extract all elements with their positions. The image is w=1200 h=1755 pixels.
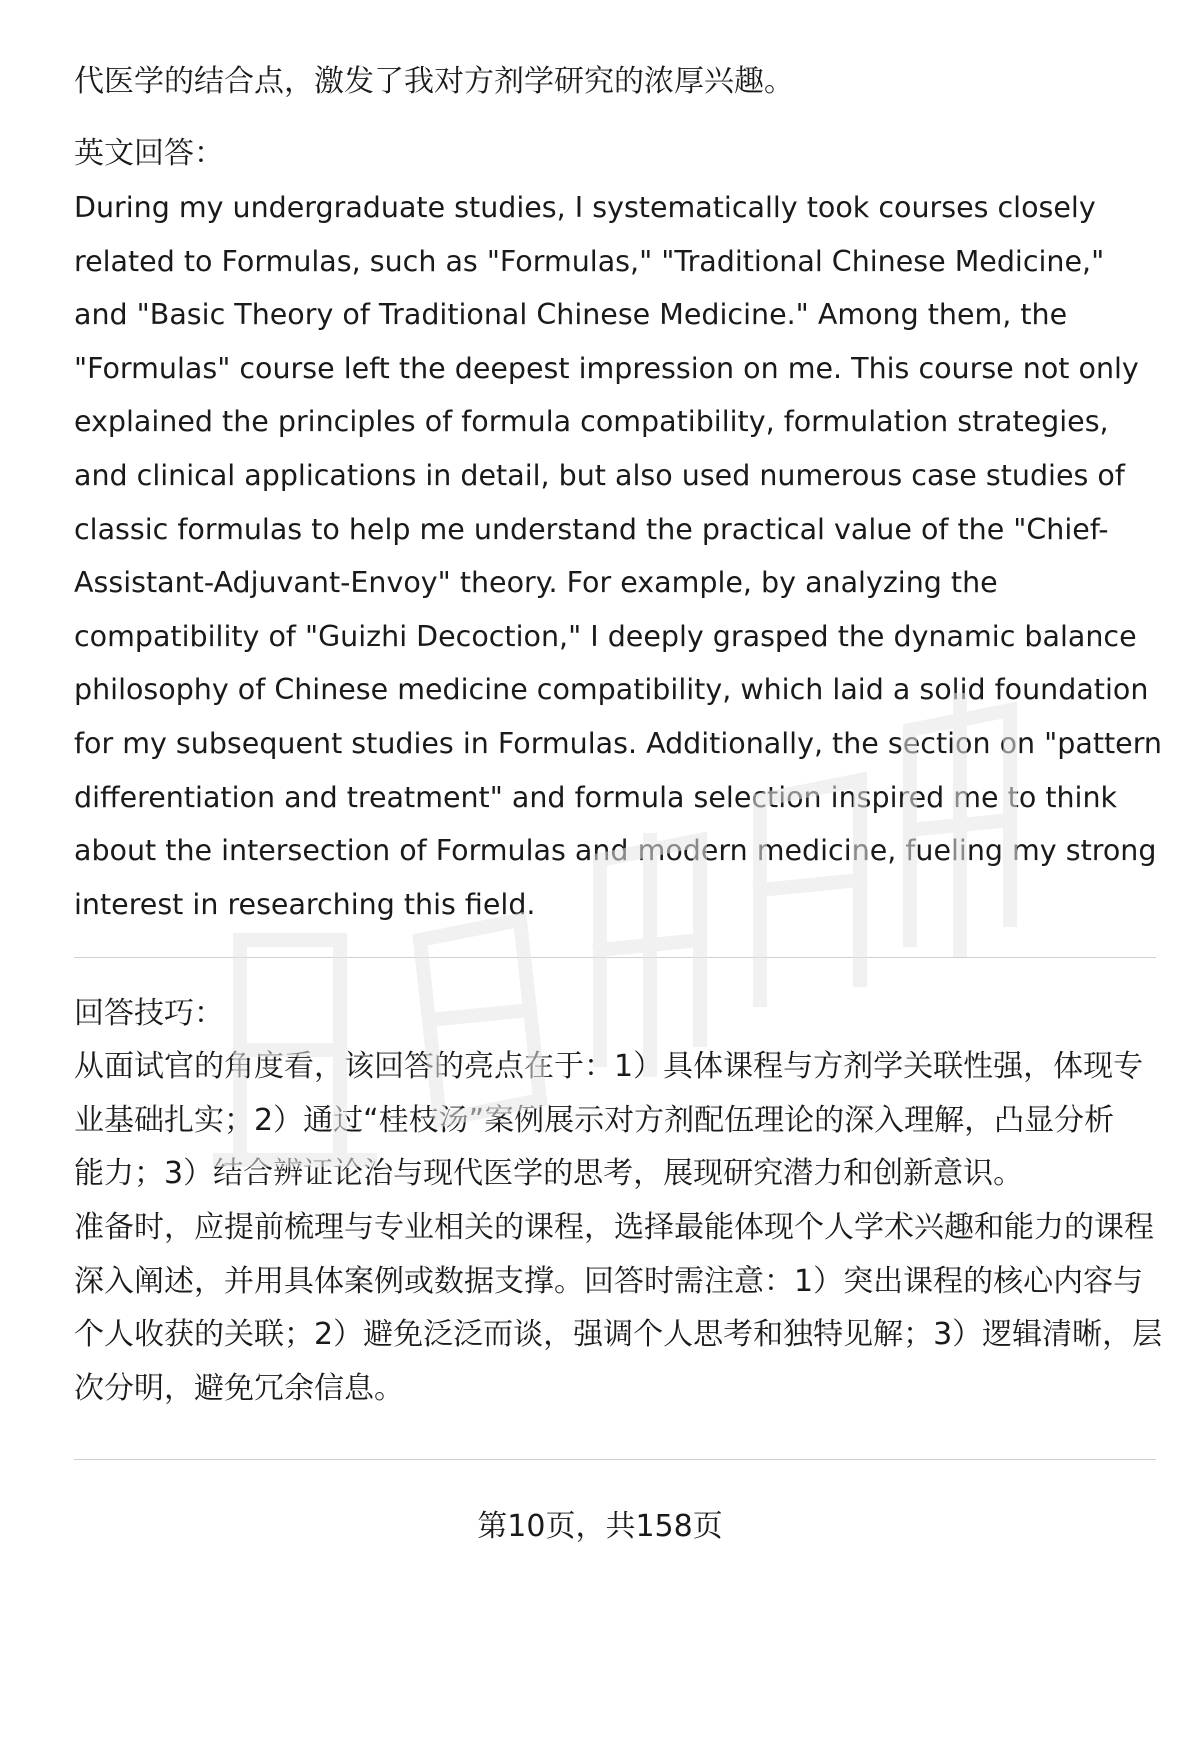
tips-line: 个人收获的关联；2）避免泛泛而谈，强调个人思考和独特见解；3）逻辑清晰，层 — [74, 1317, 1163, 1352]
tips-line: 从面试官的角度看，该回答的亮点在于：1）具体课程与方剂学关联性强，体现专 — [74, 1049, 1144, 1084]
english-answer-line: for my subsequent studies in Formulas. Additionally, the section on "pattern — [74, 727, 1162, 760]
english-answer-line: Assistant-Adjuvant-Envoy" theory. For example, by analyzing the — [74, 566, 998, 599]
english-answer-line: During my undergraduate studies, I systematically took courses closely — [74, 191, 1096, 224]
tips-line: 业基础扎实；2）通过“桂枝汤”案例展示对方剂配伍理论的深入理解，凸显分析 — [74, 1103, 1115, 1138]
tips-heading: 回答技巧： — [74, 996, 224, 1031]
english-answer-heading: 英文回答： — [74, 136, 224, 171]
tips-line: 次分明，避免冗余信息。 — [74, 1371, 404, 1406]
english-answer-line: "Formulas" course left the deepest impression on me. This course not only — [74, 352, 1139, 385]
english-answer-line: and clinical applications in detail, but also used numerous case studies of — [74, 459, 1125, 492]
english-answer-line: philosophy of Chinese medicine compatibility, which laid a solid foundation — [74, 673, 1149, 706]
english-answer-line: about the intersection of Formulas and modern medicine, fueling my strong — [74, 834, 1157, 867]
tips-line: 准备时，应提前梳理与专业相关的课程，选择最能体现个人学术兴趣和能力的课程 — [74, 1210, 1154, 1245]
footer-divider — [74, 1459, 1156, 1460]
english-answer-line: related to Formulas, such as "Formulas," "Traditional Chinese Medicine," — [74, 245, 1105, 278]
english-answer-line: and "Basic Theory of Traditional Chinese Medicine." Among them, the — [74, 298, 1068, 331]
english-answer-line: explained the principles of formula compatibility, formulation strategies, — [74, 405, 1109, 438]
section-divider — [74, 957, 1156, 958]
english-answer-line: differentiation and treatment" and formula selection inspired me to think — [74, 781, 1118, 814]
tips-line: 能力；3）结合辨证论治与现代医学的思考，展现研究潜力和创新意识。 — [74, 1156, 1024, 1191]
english-answer-line: interest in researching this field. — [74, 888, 536, 921]
tips-line: 深入阐述，并用具体案例或数据支撑。回答时需注意：1）突出课程的核心内容与 — [74, 1264, 1144, 1299]
english-answer-line: classic formulas to help me understand the practical value of the "Chief- — [74, 513, 1109, 546]
english-answer-line: compatibility of "Guizhi Decoction," I deeply grasped the dynamic balance — [74, 620, 1137, 653]
page-number: 第10页，共158页 — [477, 1509, 723, 1544]
intro-tail-line: 代医学的结合点，激发了我对方剂学研究的浓厚兴趣。 — [74, 64, 794, 99]
